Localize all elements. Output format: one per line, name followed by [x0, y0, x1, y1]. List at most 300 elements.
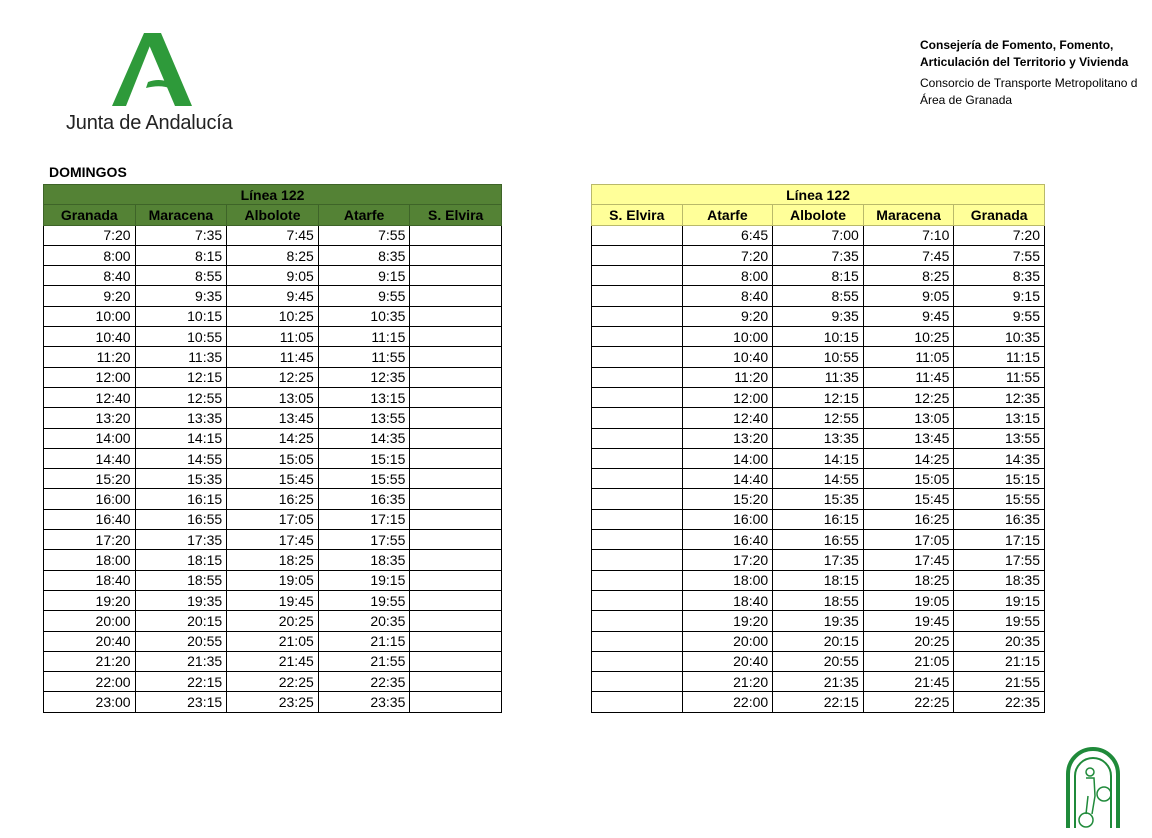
time-cell: 10:25 — [227, 306, 319, 326]
organization-block — [920, 37, 1137, 109]
time-cell: 11:45 — [863, 367, 954, 387]
table-row — [44, 245, 502, 265]
time-cell: 8:40 — [44, 266, 136, 286]
time-cell: 7:55 — [318, 225, 410, 245]
time-cell: 13:35 — [135, 408, 227, 428]
time-cell: 20:25 — [863, 631, 954, 651]
time-cell: 12:15 — [773, 387, 864, 407]
time-cell: 17:45 — [863, 550, 954, 570]
table-row — [592, 266, 1045, 286]
time-cell: 23:25 — [227, 692, 319, 712]
time-cell: 15:15 — [954, 469, 1045, 489]
column-header: S. Elvira — [592, 205, 683, 225]
time-cell: 13:15 — [954, 408, 1045, 428]
time-cell: 15:20 — [682, 489, 773, 509]
time-cell: 8:25 — [863, 266, 954, 286]
time-cell: 21:20 — [682, 672, 773, 692]
time-cell — [410, 692, 502, 712]
time-cell: 18:25 — [863, 570, 954, 590]
table-row — [44, 347, 502, 367]
time-cell — [592, 611, 683, 631]
time-cell: 9:55 — [954, 306, 1045, 326]
time-cell: 6:45 — [682, 225, 773, 245]
table-row — [44, 651, 502, 671]
outbound-title: Línea 122 — [44, 185, 502, 205]
table-row — [592, 306, 1045, 326]
time-cell: 13:35 — [773, 428, 864, 448]
time-cell: 21:45 — [863, 672, 954, 692]
table-row — [592, 590, 1045, 610]
junta-a-icon — [60, 30, 250, 110]
time-cell: 10:55 — [773, 347, 864, 367]
time-cell: 11:15 — [318, 327, 410, 347]
time-cell: 10:55 — [135, 327, 227, 347]
time-cell: 7:20 — [44, 225, 136, 245]
time-cell: 11:35 — [773, 367, 864, 387]
table-row — [44, 428, 502, 448]
table-row — [592, 692, 1045, 712]
time-cell: 21:15 — [954, 651, 1045, 671]
time-cell: 17:05 — [863, 530, 954, 550]
time-cell: 14:25 — [863, 448, 954, 468]
time-cell: 8:00 — [682, 266, 773, 286]
time-cell — [410, 590, 502, 610]
time-cell: 10:15 — [135, 306, 227, 326]
time-cell: 17:20 — [682, 550, 773, 570]
table-row — [592, 387, 1045, 407]
time-cell: 9:05 — [863, 286, 954, 306]
time-cell — [592, 266, 683, 286]
time-cell: 9:20 — [682, 306, 773, 326]
time-cell: 11:35 — [135, 347, 227, 367]
time-cell: 19:20 — [44, 590, 136, 610]
time-cell — [592, 428, 683, 448]
time-cell: 21:15 — [318, 631, 410, 651]
time-cell: 16:00 — [682, 509, 773, 529]
table-row — [44, 266, 502, 286]
time-cell: 9:20 — [44, 286, 136, 306]
time-cell: 10:00 — [682, 327, 773, 347]
time-cell: 7:20 — [682, 245, 773, 265]
time-cell — [592, 489, 683, 509]
time-cell: 7:10 — [863, 225, 954, 245]
time-cell: 7:55 — [954, 245, 1045, 265]
time-cell: 18:55 — [773, 590, 864, 610]
time-cell: 8:40 — [682, 286, 773, 306]
time-cell — [410, 225, 502, 245]
time-cell: 17:05 — [227, 509, 319, 529]
time-cell: 17:20 — [44, 530, 136, 550]
time-cell: 9:45 — [863, 306, 954, 326]
time-cell — [592, 367, 683, 387]
time-cell: 19:05 — [863, 590, 954, 610]
time-cell: 11:05 — [227, 327, 319, 347]
time-cell: 15:20 — [44, 469, 136, 489]
time-cell: 13:15 — [318, 387, 410, 407]
time-cell: 17:35 — [773, 550, 864, 570]
time-cell: 9:55 — [318, 286, 410, 306]
time-cell: 17:55 — [318, 530, 410, 550]
time-cell: 9:15 — [318, 266, 410, 286]
time-cell: 11:20 — [44, 347, 136, 367]
time-cell — [592, 327, 683, 347]
table-row — [44, 408, 502, 428]
time-cell: 15:05 — [863, 469, 954, 489]
time-cell — [410, 530, 502, 550]
time-cell: 22:00 — [44, 672, 136, 692]
time-cell: 12:25 — [863, 387, 954, 407]
time-cell: 22:25 — [227, 672, 319, 692]
time-cell — [410, 387, 502, 407]
time-cell: 20:25 — [227, 611, 319, 631]
time-cell — [592, 651, 683, 671]
time-cell: 8:00 — [44, 245, 136, 265]
org-line-3: Consorcio de Transporte Metropolitano d — [920, 76, 1138, 90]
time-cell — [592, 347, 683, 367]
table-row — [44, 387, 502, 407]
time-cell: 22:25 — [863, 692, 954, 712]
time-cell: 19:45 — [227, 590, 319, 610]
time-cell: 8:25 — [227, 245, 319, 265]
time-cell: 13:20 — [44, 408, 136, 428]
table-row — [592, 428, 1045, 448]
time-cell: 15:35 — [773, 489, 864, 509]
time-cell: 10:00 — [44, 306, 136, 326]
time-cell: 10:35 — [318, 306, 410, 326]
time-cell: 12:15 — [135, 367, 227, 387]
time-cell — [592, 509, 683, 529]
time-cell — [592, 570, 683, 590]
time-cell — [410, 266, 502, 286]
time-cell: 11:55 — [954, 367, 1045, 387]
time-cell: 18:00 — [44, 550, 136, 570]
table-row — [592, 448, 1045, 468]
time-cell: 19:20 — [682, 611, 773, 631]
time-cell: 17:35 — [135, 530, 227, 550]
time-cell: 22:15 — [773, 692, 864, 712]
time-cell: 19:35 — [773, 611, 864, 631]
time-cell — [592, 631, 683, 651]
time-cell: 10:15 — [773, 327, 864, 347]
time-cell: 23:15 — [135, 692, 227, 712]
time-cell — [410, 286, 502, 306]
table-row — [592, 570, 1045, 590]
time-cell: 10:35 — [954, 327, 1045, 347]
time-cell: 16:55 — [773, 530, 864, 550]
time-cell: 19:55 — [318, 590, 410, 610]
time-cell: 14:40 — [682, 469, 773, 489]
time-cell: 14:35 — [954, 448, 1045, 468]
time-cell: 12:55 — [773, 408, 864, 428]
time-cell: 7:35 — [135, 225, 227, 245]
time-cell — [410, 469, 502, 489]
time-cell: 13:45 — [863, 428, 954, 448]
time-cell — [592, 692, 683, 712]
table-row — [592, 469, 1045, 489]
time-cell — [410, 489, 502, 509]
time-cell: 16:15 — [135, 489, 227, 509]
time-cell: 18:40 — [682, 590, 773, 610]
time-cell: 21:55 — [318, 651, 410, 671]
time-cell: 18:35 — [318, 550, 410, 570]
andalucia-crest-icon — [1064, 744, 1122, 828]
time-cell: 17:15 — [318, 509, 410, 529]
column-header: Granada — [954, 205, 1045, 225]
outbound-timetable — [43, 184, 502, 713]
time-cell: 13:55 — [954, 428, 1045, 448]
table-row — [592, 225, 1045, 245]
table-row — [44, 367, 502, 387]
time-cell: 20:00 — [682, 631, 773, 651]
time-cell: 13:05 — [227, 387, 319, 407]
time-cell: 10:40 — [682, 347, 773, 367]
column-header: Granada — [44, 205, 136, 225]
time-cell: 19:55 — [954, 611, 1045, 631]
table-row — [44, 530, 502, 550]
time-cell: 14:55 — [135, 448, 227, 468]
time-cell: 14:15 — [773, 448, 864, 468]
time-cell — [410, 611, 502, 631]
time-cell: 15:55 — [954, 489, 1045, 509]
time-cell: 14:40 — [44, 448, 136, 468]
time-cell — [592, 286, 683, 306]
time-cell: 14:00 — [44, 428, 136, 448]
time-cell: 14:35 — [318, 428, 410, 448]
time-cell: 22:15 — [135, 672, 227, 692]
time-cell — [410, 509, 502, 529]
table-row — [44, 469, 502, 489]
time-cell — [410, 428, 502, 448]
time-cell: 7:45 — [227, 225, 319, 245]
time-cell: 22:00 — [682, 692, 773, 712]
time-cell: 21:45 — [227, 651, 319, 671]
time-cell: 15:15 — [318, 448, 410, 468]
time-cell: 15:35 — [135, 469, 227, 489]
time-cell — [592, 448, 683, 468]
time-cell: 10:40 — [44, 327, 136, 347]
table-row — [592, 408, 1045, 428]
time-cell: 15:45 — [227, 469, 319, 489]
time-cell: 11:15 — [954, 347, 1045, 367]
time-cell: 13:55 — [318, 408, 410, 428]
column-header: Albolote — [227, 205, 319, 225]
time-cell: 18:40 — [44, 570, 136, 590]
column-header: Maracena — [135, 205, 227, 225]
time-cell: 11:20 — [682, 367, 773, 387]
time-cell: 23:35 — [318, 692, 410, 712]
time-cell: 12:25 — [227, 367, 319, 387]
day-label: DOMINGOS — [49, 164, 127, 180]
time-cell — [410, 448, 502, 468]
time-cell: 9:05 — [227, 266, 319, 286]
time-cell: 12:35 — [318, 367, 410, 387]
table-row — [592, 651, 1045, 671]
time-cell: 19:05 — [227, 570, 319, 590]
time-cell: 20:40 — [44, 631, 136, 651]
table-row — [44, 509, 502, 529]
time-cell — [410, 245, 502, 265]
table-row — [592, 530, 1045, 550]
table-row — [592, 286, 1045, 306]
time-cell: 8:55 — [773, 286, 864, 306]
table-row — [592, 245, 1045, 265]
time-cell: 17:55 — [954, 550, 1045, 570]
table-row — [44, 489, 502, 509]
time-cell: 15:55 — [318, 469, 410, 489]
column-header: S. Elvira — [410, 205, 502, 225]
time-cell: 21:35 — [773, 672, 864, 692]
org-line-4: Área de Granada — [920, 93, 1013, 107]
table-row — [44, 448, 502, 468]
time-cell: 21:55 — [954, 672, 1045, 692]
time-cell — [592, 387, 683, 407]
time-cell: 9:35 — [773, 306, 864, 326]
time-cell: 19:15 — [954, 590, 1045, 610]
time-cell: 16:35 — [318, 489, 410, 509]
time-cell — [410, 367, 502, 387]
time-cell: 13:45 — [227, 408, 319, 428]
time-cell — [592, 590, 683, 610]
org-line-2: Articulación del Territorio y Vivienda — [920, 55, 1129, 69]
time-cell — [592, 225, 683, 245]
table-row — [44, 631, 502, 651]
time-cell: 19:35 — [135, 590, 227, 610]
table-row — [44, 692, 502, 712]
time-cell: 18:15 — [135, 550, 227, 570]
time-cell: 22:35 — [318, 672, 410, 692]
time-cell: 14:15 — [135, 428, 227, 448]
time-cell: 12:55 — [135, 387, 227, 407]
time-cell — [410, 550, 502, 570]
time-cell: 12:35 — [954, 387, 1045, 407]
time-cell: 15:45 — [863, 489, 954, 509]
column-header: Atarfe — [318, 205, 410, 225]
time-cell — [410, 651, 502, 671]
time-cell: 16:55 — [135, 509, 227, 529]
time-cell: 11:55 — [318, 347, 410, 367]
time-cell: 21:35 — [135, 651, 227, 671]
time-cell: 17:15 — [954, 530, 1045, 550]
time-cell: 16:25 — [227, 489, 319, 509]
time-cell: 20:55 — [135, 631, 227, 651]
time-cell: 21:05 — [863, 651, 954, 671]
time-cell: 16:15 — [773, 509, 864, 529]
time-cell: 9:35 — [135, 286, 227, 306]
time-cell: 19:45 — [863, 611, 954, 631]
time-cell: 17:45 — [227, 530, 319, 550]
time-cell: 19:15 — [318, 570, 410, 590]
time-cell: 20:55 — [773, 651, 864, 671]
table-row — [592, 367, 1045, 387]
table-row — [44, 306, 502, 326]
time-cell — [410, 570, 502, 590]
time-cell: 20:15 — [773, 631, 864, 651]
time-cell: 18:55 — [135, 570, 227, 590]
time-cell: 9:15 — [954, 286, 1045, 306]
column-header: Maracena — [863, 205, 954, 225]
inbound-timetable — [591, 184, 1045, 713]
time-cell: 18:15 — [773, 570, 864, 590]
table-row — [592, 631, 1045, 651]
time-cell: 8:35 — [954, 266, 1045, 286]
time-cell: 7:35 — [773, 245, 864, 265]
time-cell: 20:35 — [318, 611, 410, 631]
column-header: Atarfe — [682, 205, 773, 225]
time-cell — [410, 672, 502, 692]
time-cell: 18:25 — [227, 550, 319, 570]
time-cell: 8:15 — [135, 245, 227, 265]
time-cell: 7:20 — [954, 225, 1045, 245]
logo-text: Junta de Andalucía — [66, 112, 233, 134]
time-cell: 8:15 — [773, 266, 864, 286]
time-cell: 8:55 — [135, 266, 227, 286]
time-cell: 13:05 — [863, 408, 954, 428]
org-line-1: Consejería de Fomento, Fomento, — [920, 38, 1114, 52]
time-cell: 11:05 — [863, 347, 954, 367]
time-cell: 22:35 — [954, 692, 1045, 712]
time-cell: 16:00 — [44, 489, 136, 509]
time-cell — [410, 631, 502, 651]
time-cell — [592, 306, 683, 326]
time-cell: 18:00 — [682, 570, 773, 590]
time-cell: 7:00 — [773, 225, 864, 245]
inbound-title: Línea 122 — [592, 185, 1045, 205]
time-cell: 12:00 — [682, 387, 773, 407]
time-cell: 16:40 — [44, 509, 136, 529]
time-cell: 20:35 — [954, 631, 1045, 651]
table-row — [592, 611, 1045, 631]
time-cell — [410, 306, 502, 326]
table-row — [44, 570, 502, 590]
column-header: Albolote — [773, 205, 864, 225]
time-cell: 23:00 — [44, 692, 136, 712]
time-cell — [592, 550, 683, 570]
table-row — [44, 225, 502, 245]
time-cell — [410, 408, 502, 428]
table-row — [44, 672, 502, 692]
time-cell: 12:40 — [682, 408, 773, 428]
time-cell: 15:05 — [227, 448, 319, 468]
time-cell: 7:45 — [863, 245, 954, 265]
time-cell: 12:40 — [44, 387, 136, 407]
time-cell: 16:35 — [954, 509, 1045, 529]
time-cell: 18:35 — [954, 570, 1045, 590]
table-row — [44, 327, 502, 347]
time-cell: 11:45 — [227, 347, 319, 367]
time-cell — [592, 672, 683, 692]
time-cell: 21:20 — [44, 651, 136, 671]
time-cell: 14:25 — [227, 428, 319, 448]
table-row — [592, 327, 1045, 347]
time-cell — [592, 408, 683, 428]
time-cell: 9:45 — [227, 286, 319, 306]
time-cell: 13:20 — [682, 428, 773, 448]
time-cell: 14:55 — [773, 469, 864, 489]
time-cell: 14:00 — [682, 448, 773, 468]
time-cell: 20:15 — [135, 611, 227, 631]
table-row — [592, 550, 1045, 570]
time-cell: 8:35 — [318, 245, 410, 265]
table-row — [44, 550, 502, 570]
table-row — [44, 590, 502, 610]
time-cell: 10:25 — [863, 327, 954, 347]
table-row — [44, 286, 502, 306]
table-row — [592, 347, 1045, 367]
time-cell — [592, 469, 683, 489]
time-cell — [410, 327, 502, 347]
table-row — [44, 611, 502, 631]
time-cell: 20:40 — [682, 651, 773, 671]
